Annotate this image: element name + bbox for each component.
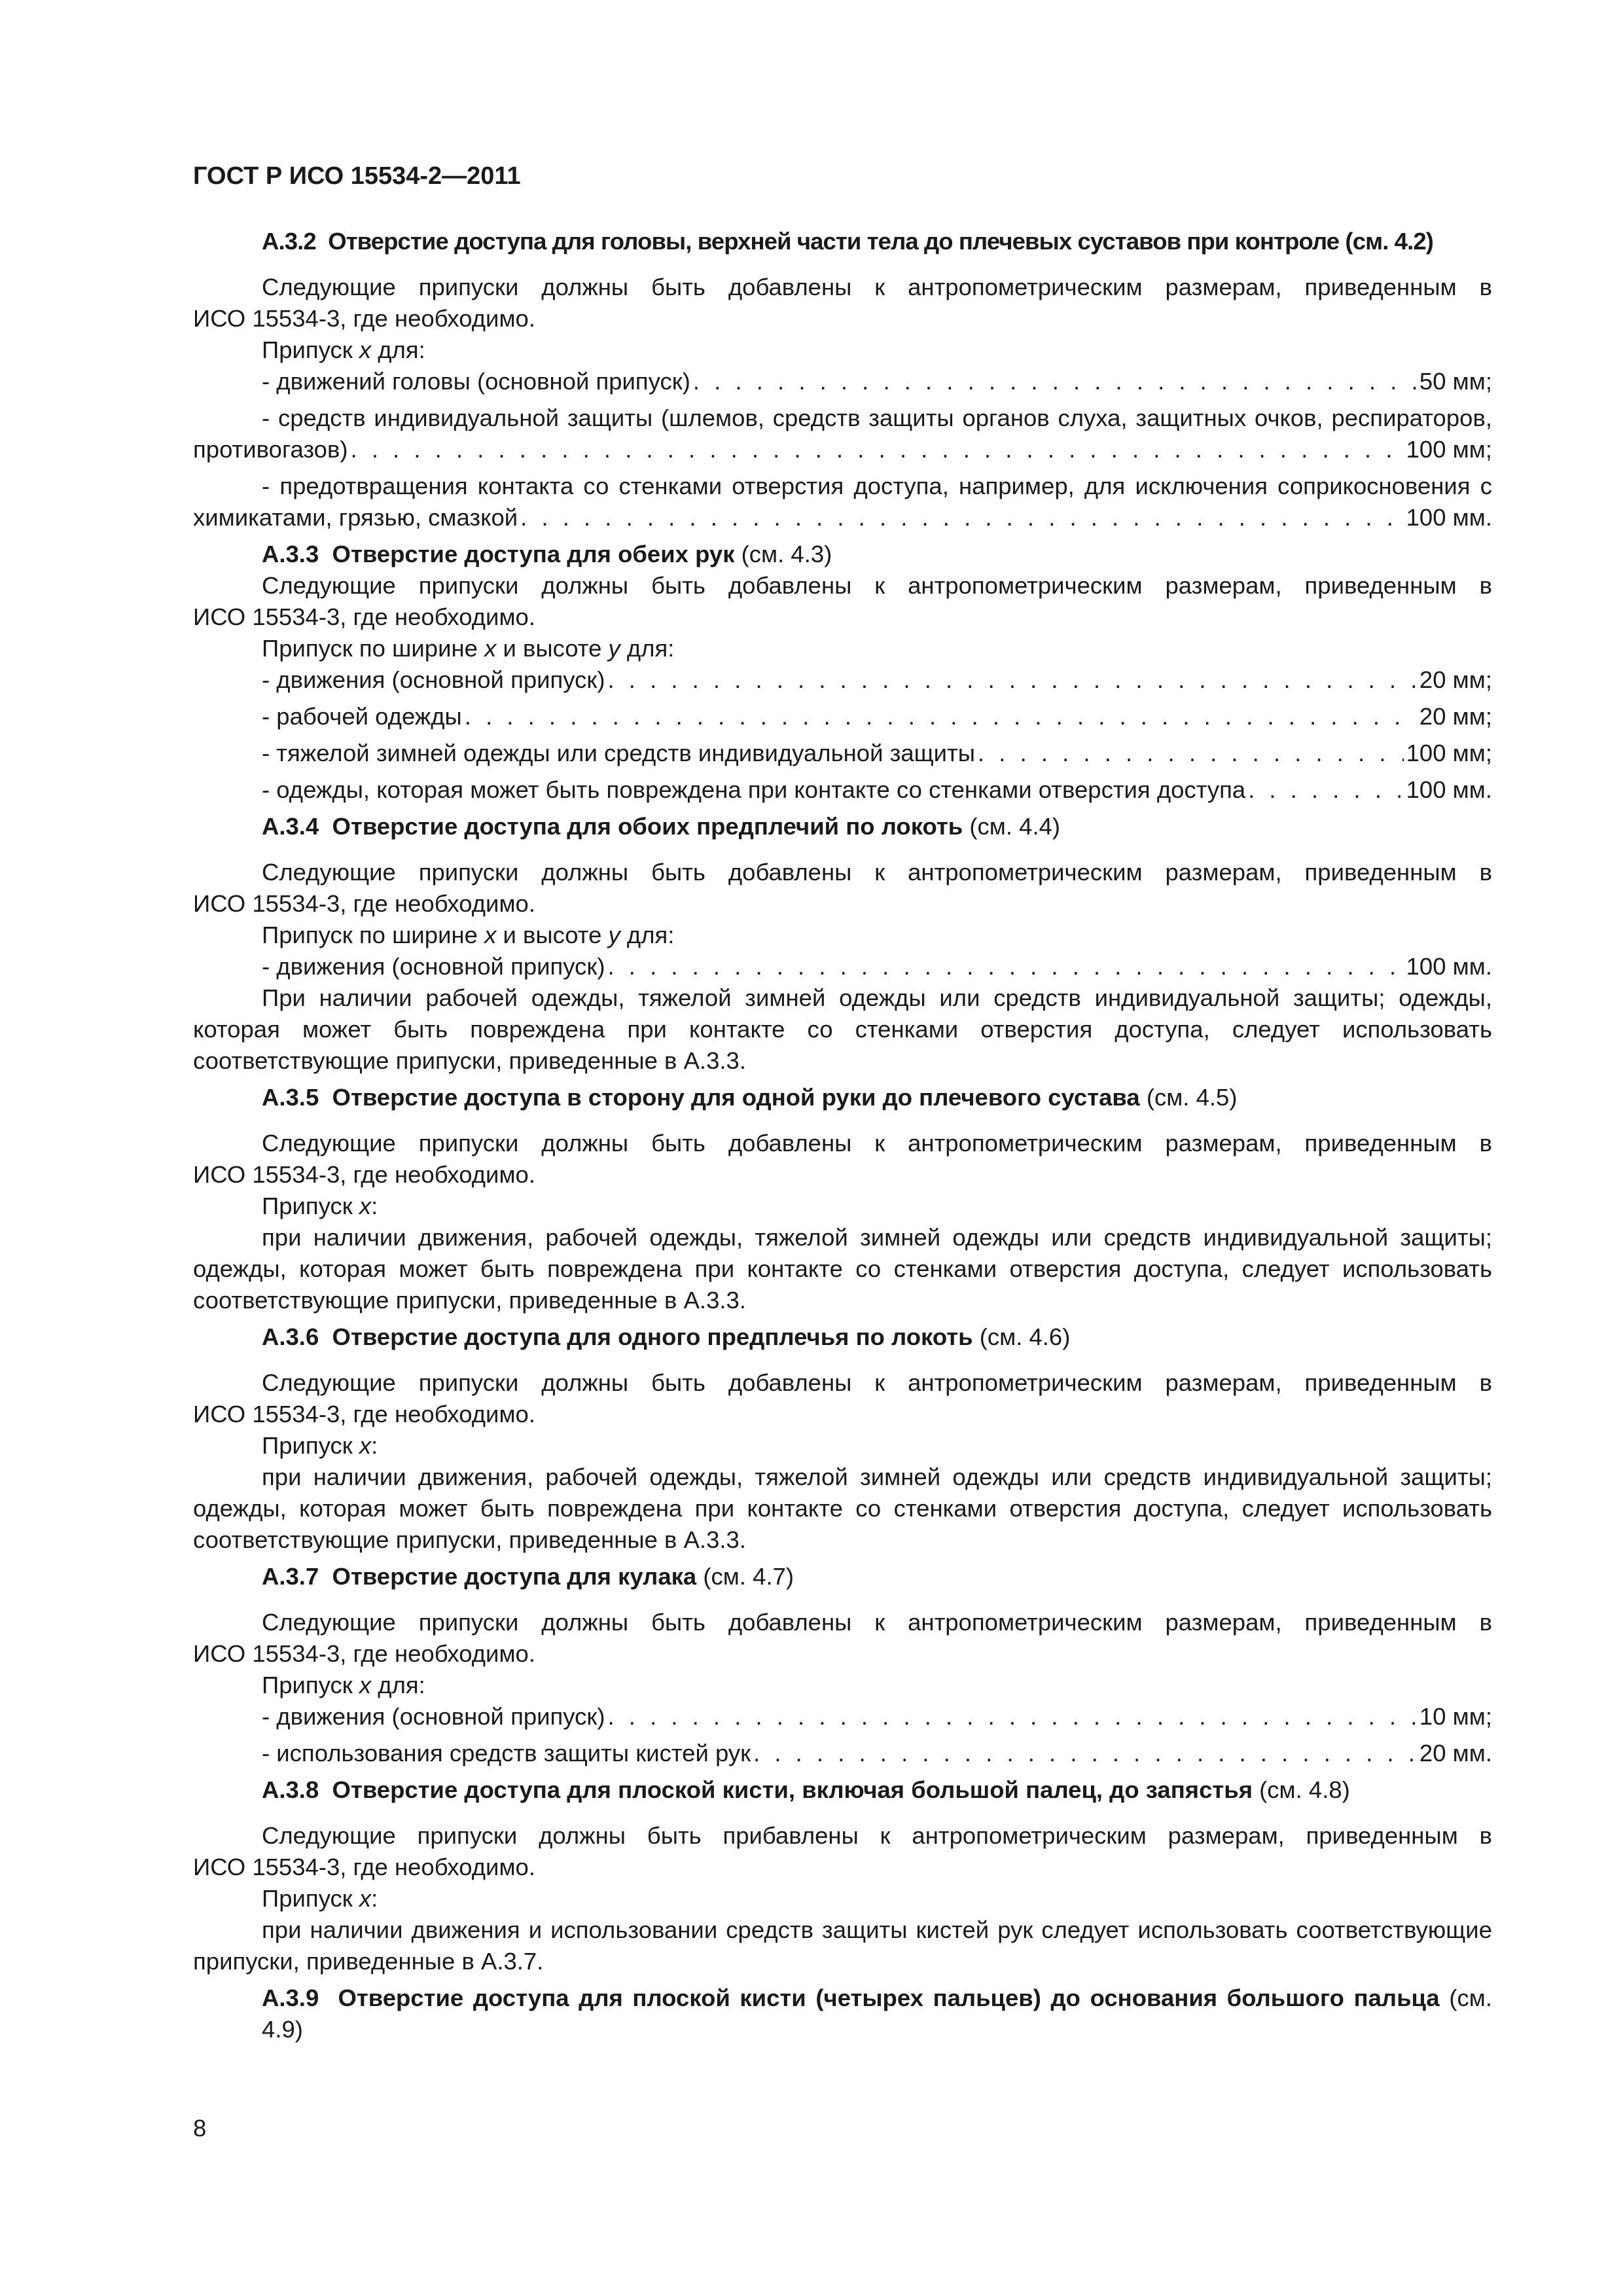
allowance-label: Припуск по ширине х и высоте у для: [262,922,675,948]
section-title: А.3.6 Отверстие доступа для одного предплечья по локоть (см. 4.6) [262,1323,1071,1350]
allowance-item-line: - предотвращения контакта со стенками отверстия доступа, например, для исключения соприкосновения с [262,473,1492,499]
section-note: При наличии рабочей одежды, тяжелой зимней одежды или средств индивидуальной защиты; одежды, которая может быть повреждена при контакте со стенками отверстия доступа, следует использовать соответствующие припуски, приведенные в А.3.3. [193,984,1492,1074]
allowance-label: Припуск х для: [262,1672,425,1698]
section-title [193,226,1492,257]
section-a-3-4 [193,811,1492,1077]
allowance-label: Припуск по ширине х и высоте у для: [262,635,675,662]
section-title: А.3.7 Отверстие доступа для кулака (см. 4.7) [262,1563,794,1590]
section-note: при наличии движения, рабочей одежды, тяжелой зимней одежды или средств индивидуальной защиты; одежды, которая может быть повреждена при контакте со стенками отверстия доступа, следует использовать соответствующие припуски, приведенные в А.3.3. [193,1224,1492,1314]
allowance-item: - рабочей одежды . . . 20 мм; [193,701,1492,732]
section-a-3-7 [193,1561,1492,1769]
allowance-label: Припуск х: [262,1432,378,1459]
intro-line-2: ИСО 15534-3, где необходимо. [193,1854,535,1880]
intro-line-1: Следующие припуски должны быть добавлены к антропометрическим размерам, приведенным в [262,274,1492,300]
intro-line-2: ИСО 15534-3, где необходимо. [193,1401,535,1427]
allowance-item: - одежды, которая может быть повреждена при контакте со стенками отверстия доступа . . . 100 мм. [193,774,1492,806]
intro-line-2: ИСО 15534-3, где необходимо. [193,890,535,917]
allowance-label: Припуск х: [262,1885,378,1912]
allowance-item: химикатами, грязью, смазкой . . . 100 мм. [193,502,1492,533]
allowance-item: - движения (основной припуск) . . . 100 мм. [193,951,1492,982]
intro-line-2: ИСО 15534-3, где необходимо. [193,1161,535,1188]
allowance-item: - движений головы (основной припуск) . . . 50 мм; [193,366,1492,397]
intro-line-1: Следующие припуски должны быть прибавлены к антропометрическим размерам, приведенным в [262,1822,1492,1849]
allowance-item: - движения (основной припуск) . . . 20 мм; [193,664,1492,696]
intro-line-1: Следующие припуски должны быть добавлены к антропометрическим размерам, приведенным в [262,1369,1492,1396]
section-a-3-5 [193,1082,1492,1316]
section-a-3-3 [193,539,1492,806]
intro-line-1: Следующие припуски должны быть добавлены к антропометрическим размерам, приведенным в [262,1130,1492,1157]
allowance-item: - тяжелой зимней одежды или средств индивидуальной защиты . . . 100 мм; [193,738,1492,769]
intro-line-1: Следующие припуски должны быть добавлены к антропометрическим размерам, приведенным в [262,859,1492,886]
intro-line-2: ИСО 15534-3, где необходимо. [193,603,535,630]
section-a-3-9 [193,1982,1492,2045]
allowance-item: - использования средств защиты кистей рук . . . 20 мм. [193,1738,1492,1769]
section-a-3-8 [193,1774,1492,1977]
section-title: А.3.8 Отверстие доступа для плоской кисти, включая большой палец, до запястья (см. 4.8) [262,1776,1350,1803]
allowance-item: - движения (основной припуск) . . . 10 мм; [193,1701,1492,1732]
section-title: А.3.3 Отверстие доступа для обеих рук (см. 4.3) [262,541,832,567]
allowance-label: Припуск х для: [262,336,425,363]
intro-line-2: ИСО 15534-3, где необходимо. [193,305,535,332]
section-note: при наличии движения, рабочей одежды, тяжелой зимней одежды или средств индивидуальной защиты; одежды, которая может быть повреждена при контакте со стенками отверстия доступа, следует использовать соответствующие припуски, приведенные в А.3.3. [193,1463,1492,1553]
allowance-item: противогазов) . . . 100 мм; [193,434,1492,465]
intro-line-1: Следующие припуски должны быть добавлены к антропометрическим размерам, приведенным в [262,1609,1492,1636]
section-title-text: Отверстие доступа для головы, верхней части тела до плечевых суставов при контроле (см. 4.2) [328,228,1433,255]
document-header: ГОСТ Р ИСО 15534-2—2011 [193,162,521,190]
intro-line-1: Следующие припуски должны быть добавлены к антропометрическим размерам, приведенным в [262,572,1492,599]
section-title: А.3.9 Отверстие доступа для плоской кисти (четырех пальцев) до основания большого пальца (см. 4.9) [262,1984,1492,2043]
allowance-item-line: - средств индивидуальной защиты (шлемов, средств защиты органов слуха, защитных очков, респираторов, [262,404,1492,431]
page-number: 8 [193,2115,207,2142]
document-body [193,226,1492,2051]
section-a-3-2 [193,226,1492,533]
intro-line-2: ИСО 15534-3, где необходимо. [193,1640,535,1667]
section-note: при наличии движения и использовании средств защиты кистей рук следует использовать соответствующие припуски, приведенные в А.3.7. [193,1916,1492,1975]
section-a-3-6 [193,1321,1492,1556]
section-number: А.3.2 [262,228,316,255]
section-title: А.3.4 Отверстие доступа для обоих предплечий по локоть (см. 4.4) [262,813,1061,840]
allowance-label: Припуск х: [262,1193,378,1219]
section-title: А.3.5 Отверстие доступа в сторону для одной руки до плечевого сустава (см. 4.5) [262,1084,1238,1111]
